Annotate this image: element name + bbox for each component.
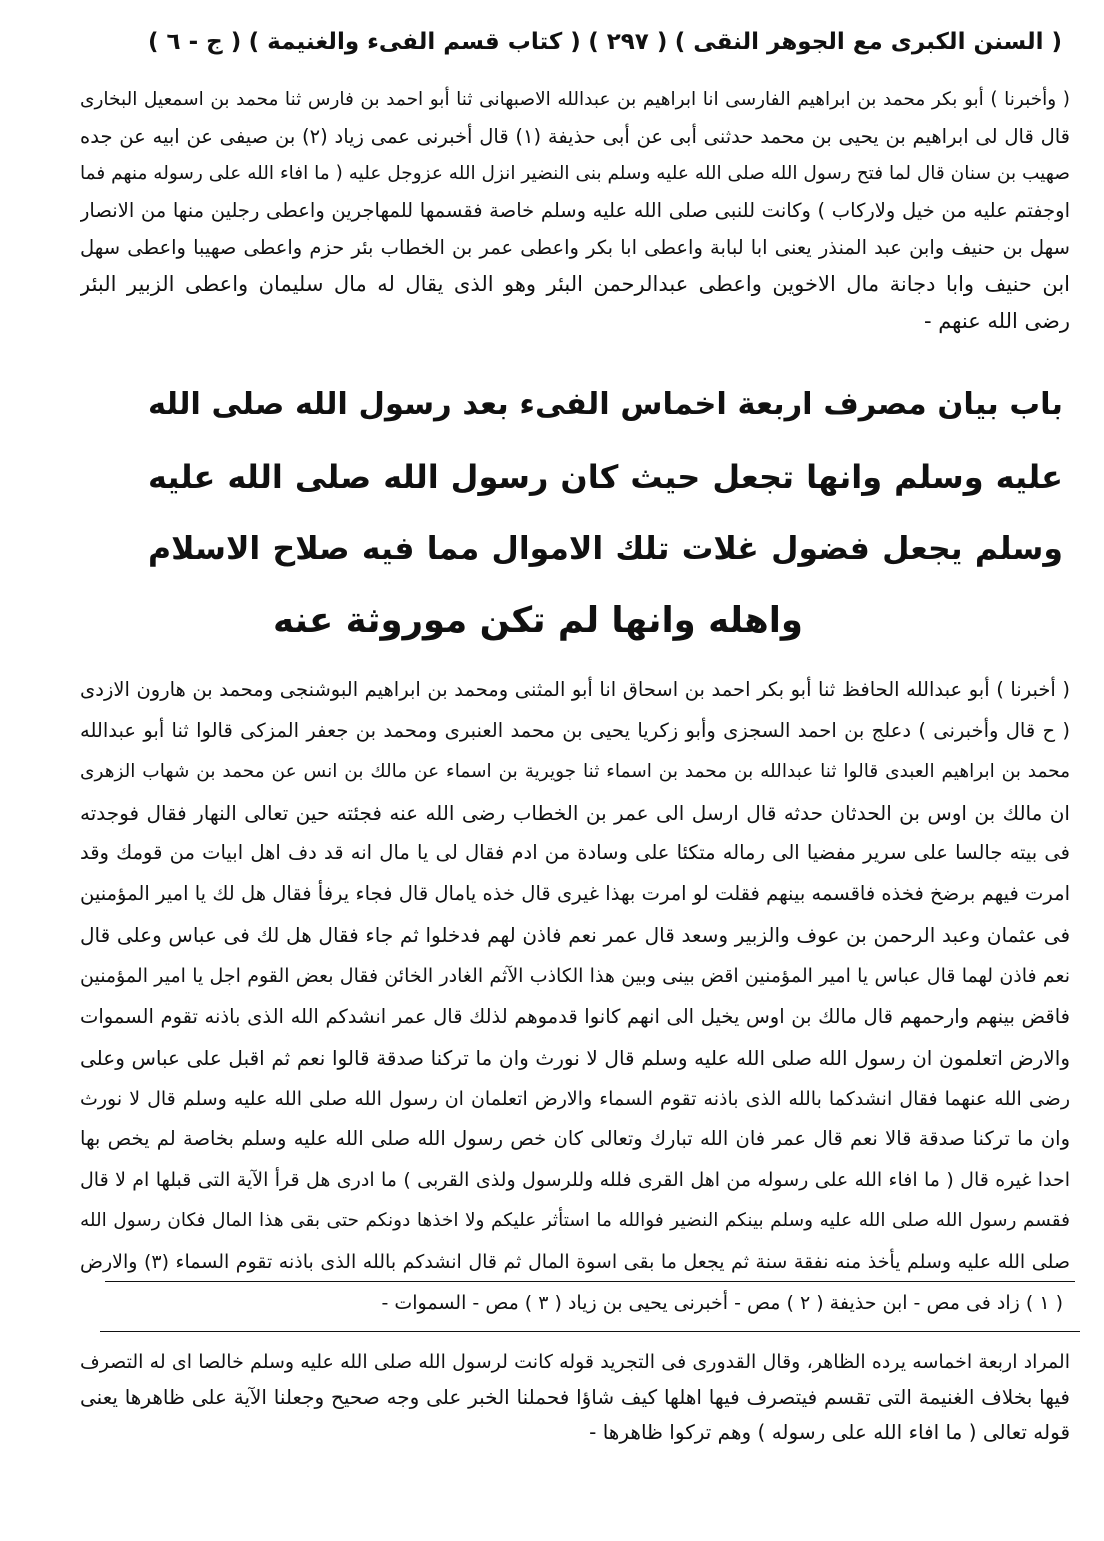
hadith-line: رضى الله عنهما فقال انشدكما بالله الذى باذنه تقوم السماء والارض اتعلمان ان رسول الله صلى الله عليه وسلم قال لا نورث	[80, 1087, 1070, 1110]
hadith-line: فى عثمان وعبد الرحمن بن عوف والزبير وسعد قال عمر نعم فاذن لهم فدخلوا ثم جاء فقال هل لك فى عباس وعلى قال	[80, 923, 1070, 948]
chapter-heading-line: وسلم يجعل فضول غلات تلك الاموال مما فيه صلاح الاسلام	[148, 531, 1063, 567]
hadith-line: محمد بن ابراهيم العبدى قالوا ثنا عبدالله بن محمد بن اسماء ثنا جويرية بن اسماء عن مالك بن انس عن محمد بن شهاب الزهرى	[80, 760, 1070, 782]
hadith-line: فى بيته جالسا على سرير مفضيا الى رماله متكئا على وسادة من ادم فقال لى يا مال انه قد دف اهل ابيات من قومك وقد	[80, 841, 1070, 865]
hadith-line: فاقض بينهم وارحمهم قال مالك بن اوس يخيل الى انهم كانوا قدموهم لذلك قال عمر انشدكم الله الذى باذنه تقوم السموات	[80, 1004, 1070, 1028]
hadith-line: رضى الله عنهم -	[923, 309, 1070, 333]
hadith-line: سهل بن حنيف وابن عبد المنذر يعنى ابا لبابة واعطى ابا بكر واعطى عمر بن الخطاب بئر حزم واعطى صهيبا واعطى سهل	[80, 236, 1070, 259]
footnote-divider	[105, 1281, 1075, 1282]
header-volume: ( ج - ٦ )	[148, 29, 242, 55]
running-header	[148, 24, 1062, 60]
footnotes-line: ( ١ ) زاد فى مص - ابن حذيفة ( ٢ ) مص - أخبرنى يحيى بن زياد ( ٣ ) مص - السموات -	[381, 1292, 1063, 1314]
hadith-line: ( وأخبرنا ) أبو بكر محمد بن ابراهيم الفارسى انا ابراهيم بن عبدالله الاصبهانى ثنا أبو احمد بن فارس ثنا محمد بن اسمعيل البخارى	[80, 89, 1070, 110]
commentary-line: المراد اربعة اخماسه يرده الظاهر، وقال القدورى فى التجريد قوله كانت لرسول الله صلى الله عليه وسلم خالصا اى له التصرف	[80, 1351, 1070, 1373]
hadith-line: فقسم رسول الله صلى الله عليه وسلم بينكم النضير فوالله ما استأثر عليكم ولا اخذها دونكم حتى بقى هذا المال فكان رسول الله	[80, 1210, 1070, 1232]
hadith-line: نعم فاذن لهما قال عباس يا امير المؤمنين اقض بينى وبين هذا الكاذب الآثم الغادر الخائن فقال بعض القوم اجل يا امير المؤمنين	[80, 965, 1070, 988]
hadith-line: قال قال لى ابراهيم بن يحيى بن محمد حدثنى أبى عن أبى حذيفة (١) قال أخبرنى عمى زياد (٢) بن صيفى عن ابيه عن جده	[80, 125, 1070, 148]
commentary-block	[80, 1345, 1070, 1450]
hadith-line: ( ح قال وأخبرنى ) دعلج بن احمد السجزى وأبو زكريا يحيى بن محمد العنبرى ومحمد بن جعفر المزكى قالوا ثنا أبو عبدالله	[80, 718, 1070, 742]
hadith-line: والارض اتعلمون ان رسول الله صلى الله عليه وسلم قال لا نورث وان ما تركنا صدقة قالوا نعم ثم اقبل على عباس وعلى	[80, 1045, 1070, 1070]
commentary-divider	[100, 1331, 1080, 1332]
hadith-line: اوجفتم عليه من خيل ولاركاب ) وكانت للنبى صلى الله عليه وسلم خاصة فقسمها للمهاجرين واعطى رجلين منها من الانصار	[80, 199, 1070, 222]
chapter-heading	[148, 369, 1063, 657]
commentary-line: فيها بخلاف الغنيمة التى تقسم فيتصرف فيها اهلها كيف شاؤا فحملنا الخبر على وجه صحيح وجعلنا الآية على ظاهرها يعنى	[80, 1385, 1070, 1409]
hadith-line: صهيب بن سنان قال لما فتح رسول الله صلى الله عليه وسلم بنى النضير انزل الله عزوجل عليه ( ما افاء الله على رسوله منهم فما	[80, 163, 1070, 184]
chapter-heading-line: واهله وانها لم تكن موروثة عنه	[273, 600, 803, 641]
hadith-line: ان مالك بن اوس بن الحدثان حدثه قال ارسل الى عمر بن الخطاب رضى الله عنه فجئته حين تعالى النهار فقال فوجدته	[80, 800, 1070, 825]
hadith-block-1	[80, 81, 1070, 340]
hadith-line: وان ما تركنا صدقة قالا نعم قال عمر فان الله تبارك وتعالى كان خص رسول الله صلى الله عليه وسلم بخاصة لم يخص بها	[80, 1127, 1070, 1151]
hadith-block-2	[80, 670, 1070, 1283]
chapter-heading-line: عليه وسلم وانها تجعل حيث كان رسول الله صلى الله عليه	[148, 458, 1063, 496]
commentary-line: قوله تعالى ( ما افاء الله على رسوله ) وهم تركوا ظاهرها -	[589, 1420, 1070, 1444]
hadith-line: صلى الله عليه وسلم يأخذ منه نفقة سنة ثم يجعل ما بقى اسوة المال ثم قال انشدكم بالله الذى باذنه تقوم السماء (٣) والارض	[80, 1251, 1070, 1274]
hadith-line: ابن حنيف وابا دجانة مال الاخوين واعطى عبدالرحمن البئر وهو الذى يقال له مال سليمان واعطى الزبير البئر	[80, 272, 1070, 296]
chapter-heading-line: باب بيان مصرف اربعة اخماس الفىء بعد رسول الله صلى الله	[148, 387, 1063, 422]
header-chapter-title: ( كتاب قسم الفىء والغنيمة )	[248, 29, 581, 55]
hadith-line: امرت فيهم برضخ فخذه فاقسمه بينهم فقلت لو امرت بهذا غيرى قال خذه يامال قال فجاء يرفأ فقال هل لك يا امير المؤمنين	[80, 882, 1070, 906]
hadith-line: احدا غيره قال ( ما افاء الله على رسوله من اهل القرى فلله وللرسول ولذى القربى ) ما ادرى هل قرأ الآية التى قبلها ام لا قال	[80, 1169, 1070, 1192]
hadith-line: ( أخبرنا ) أبو عبدالله الحافظ ثنا أبو بكر احمد بن اسحاق انا أبو المثنى ومحمد بن ابراهيم البوشنجى ومحمد بن هارون الازدى	[80, 678, 1070, 701]
header-book-title: ( السنن الكبرى مع الجوهر النقى )	[674, 29, 1062, 55]
header-page-number: ( ٢٩٧ )	[588, 29, 668, 55]
